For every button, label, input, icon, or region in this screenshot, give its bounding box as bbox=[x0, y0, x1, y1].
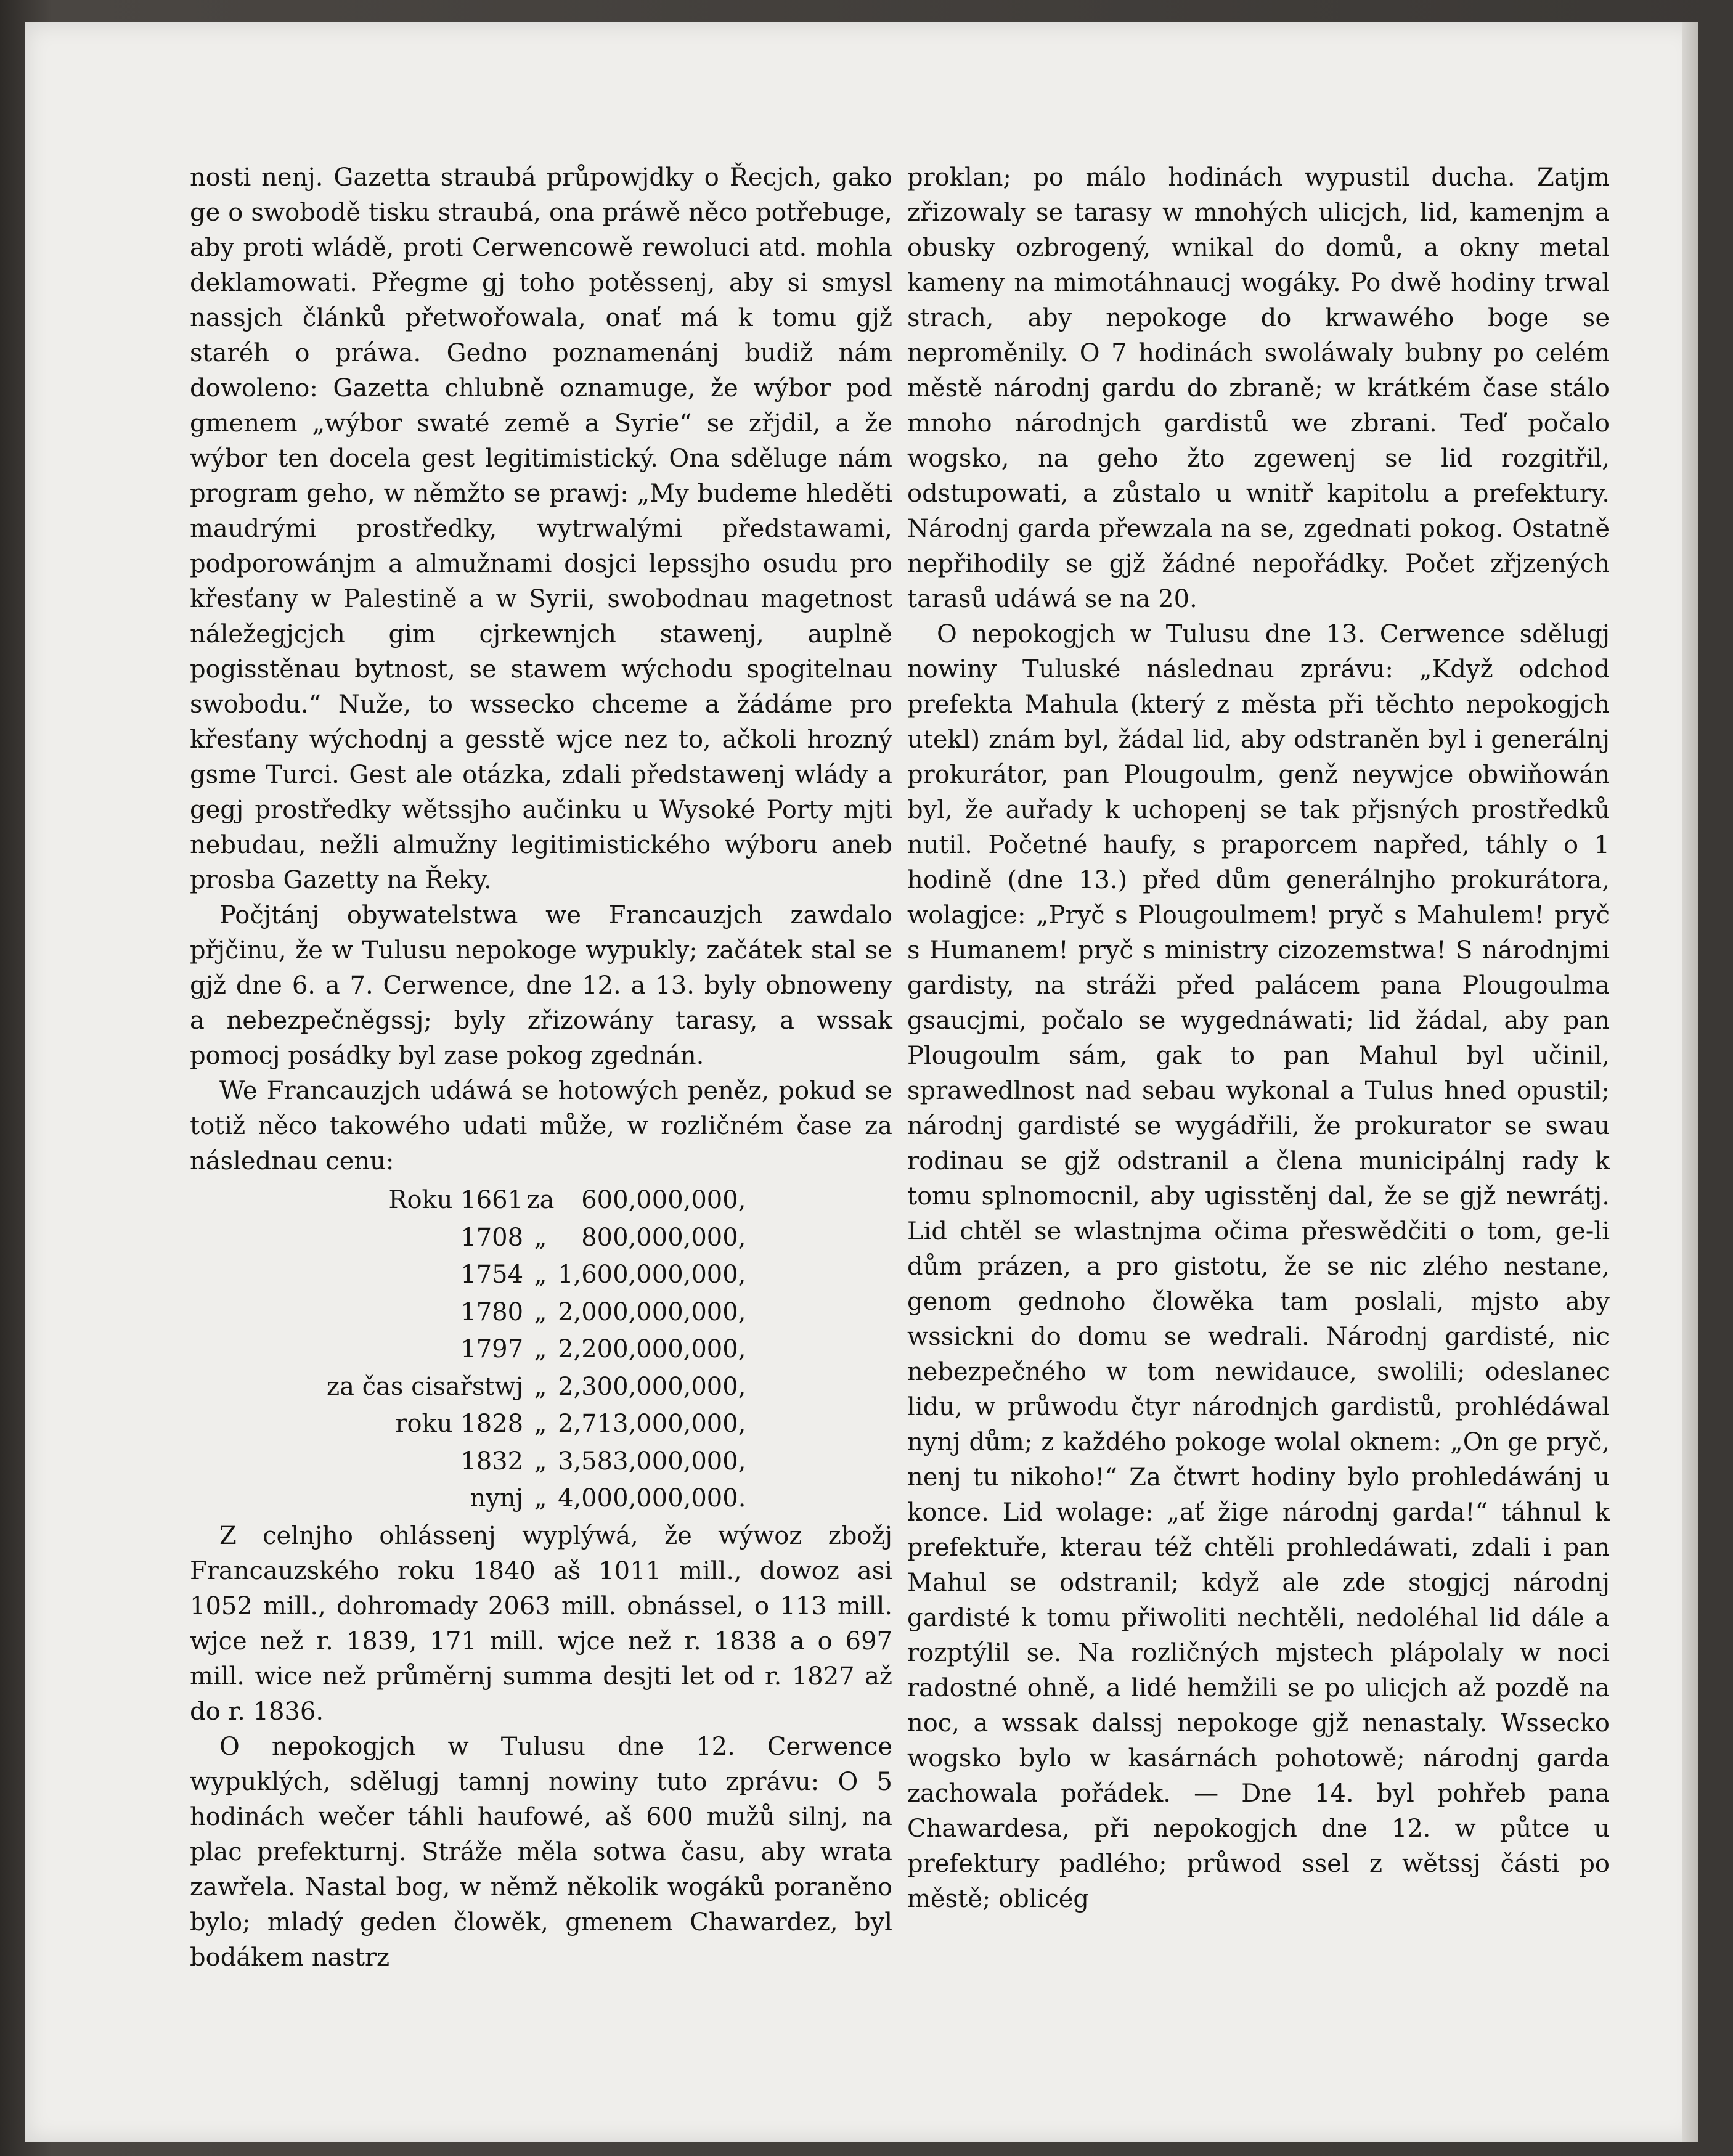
money-table bbox=[327, 1182, 746, 1517]
row-value: 4,000,000,000. bbox=[558, 1484, 746, 1513]
table-row bbox=[327, 1294, 746, 1331]
table-row bbox=[327, 1443, 746, 1480]
row-value: 3,583,000,000, bbox=[558, 1447, 746, 1476]
row-value: 600,000,000, bbox=[581, 1186, 746, 1214]
row-mark: „ bbox=[534, 1260, 547, 1289]
row-mark: „ bbox=[534, 1484, 547, 1513]
right-column bbox=[907, 160, 1610, 1917]
row-label: 1754 bbox=[460, 1260, 524, 1289]
row-value: 2,000,000,000, bbox=[558, 1297, 746, 1326]
row-label: 1780 bbox=[460, 1297, 524, 1326]
paragraph-riots-12: O nepokogjch w Tulusu dne 12. Cerwence wypuklých, sdělugj tamnj nowiny tuto zprávu: O 5 hodinách wečer táhli haufowé, aš 600 mužů silnj, na plac prefekturnj. Stráže měla sotwa času, aby wrata zawřela. Nastal bog, w němž několik wogáků poraněno bylo; mladý geden člowěk, gmenem Chawardez, byl bodákem nastrz bbox=[190, 1732, 892, 1972]
paragraph-census-tulus: Počjtánj obywatelstwa we Francauzjch zawdalo přjčinu, že w Tulusu nepokoge wypukly; začátek stal se gjž dne 6. a 7. Cerwence, dne 12. a 13. byly obnoweny a nebezpečněgssj; byly zřizowány tarasy, a wssak pomocj posádky byl zase pokog zgednán. bbox=[190, 901, 892, 1070]
row-label: 1832 bbox=[460, 1447, 524, 1476]
row-label: za čas cisařstwj bbox=[327, 1372, 524, 1401]
row-label: Roku 1661 bbox=[388, 1186, 524, 1214]
table-row bbox=[327, 1480, 746, 1517]
table-row bbox=[327, 1256, 746, 1294]
row-mark: „ bbox=[534, 1447, 547, 1476]
table-row bbox=[327, 1368, 746, 1406]
row-value: 1,600,000,000, bbox=[558, 1260, 746, 1289]
table-row bbox=[327, 1219, 746, 1257]
row-value: 800,000,000, bbox=[581, 1223, 746, 1252]
row-mark: za bbox=[526, 1186, 555, 1214]
row-value: 2,300,000,000, bbox=[558, 1372, 746, 1401]
table-row bbox=[327, 1331, 746, 1368]
paragraph-customs: Z celnjho ohlássenj wyplýwá, že wýwoz zbožj Francauzského roku 1840 aš 1011 mill., dowoz asi 1052 mill., dohromady 2063 mill. obnássel, o 113 mill. wjce než r. 1839, 171 mill. wjce než r. 1838 a o 697 mill. wice než průměrnj summa desjti let od r. 1827 až do r. 1836. bbox=[190, 1521, 892, 1726]
row-mark: „ bbox=[534, 1410, 547, 1438]
row-mark: „ bbox=[534, 1223, 547, 1252]
row-label: roku 1828 bbox=[395, 1410, 524, 1438]
table-row bbox=[327, 1405, 746, 1443]
page-edge bbox=[1682, 22, 1698, 2142]
row-value: 2,713,000,000, bbox=[558, 1410, 746, 1438]
paragraph-riots-continued: proklan; po málo hodinách wypustil ducha. Zatjm zřizowaly se tarasy w mnohých ulicjch, lid, kamenjm a obusky ozbrogený, wnikal do domů, a okny metal kameny na mimotáhnaucj wogáky. Po dwě hodiny trwal strach, aby nepokoge do krwawého boge se neproměnily. O 7 hodinách swoláwaly bubny po celém městě národnj gardu do zbraně; w krátkém čase stálo mnoho národnjch gardistů we zbrani. Teď počalo wogsko, na geho žto zgewenj se lid rozgitřil, odstupowati, a zůstalo u wnitř kapitolu a prefektury. Národnj garda přewzala na se, zgednati pokog. Ostatně nepřihodily se gjž žádné nepořádky. Počet zřjzených tarasů udáwá se na 20. bbox=[907, 163, 1610, 613]
row-mark: „ bbox=[534, 1297, 547, 1326]
paragraph-gazetta: nosti nenj. Gazetta straubá průpowjdky o Řecjch, gako ge o swobodě tisku straubá, ona práwě něco potřebuge, aby proti wládě, proti Cerwencowě rewoluci atd. mohla deklamowati. Přegme gj toho potěssenj, aby si smysl nassjch článků přetwořowala, onať má k tomu gjž staréh o práwa. Gedno poznamenánj budiž nám dowoleno: Gazetta chlubně oznamuge, že wýbor pod gmenem „wýbor swaté země a Syrie“ se zřjdil, a že wýbor ten docela gest legitimistický. Ona sděluge nám program geho, w němžto se prawj: „My budeme hleděti maudrými prostředky, wytrwalými předstawami, podporowánjm a almužnami dosjci lepssjho osudu pro křesťany w Palestině a w Syrii, swobodnau magetnost náležegjcjch gim cjrkewnjch stawenj, auplně pogisstěnau bytnost, se stawem wýchodu spogitelnau swobodu.“ Nuže, to wssecko chceme a žádáme pro křesťany wýchodnj a gesstě wjce nez to, ačkoli hrozný gsme Turci. Gest ale otázka, zdali předstawenj wlády a gegj prostředky wětssjho aučinku u Wysoké Porty mjti nebudau, nežli almužny legitimistického wýboru aneb prosba Gazetty na Řeky. bbox=[190, 163, 892, 894]
table-row bbox=[327, 1182, 746, 1219]
row-value: 2,200,000,000, bbox=[558, 1335, 746, 1363]
row-label: 1797 bbox=[460, 1335, 524, 1363]
left-column bbox=[190, 160, 892, 1975]
paragraph-riots-13: O nepokogjch w Tulusu dne 13. Cerwence sdělugj nowiny Tuluské následnau zprávu: „Když odchod prefekta Mahula (který z města při těchto nepokogjch utekl) znám byl, žádal lid, aby odstraněn byl i generálnj prokurátor, pan Plougoulm, genž neywjce obwiňowán byl, že auřady k uchopenj se tak přjsných prostředků nutil. Početné haufy, s praporcem napřed, táhly o 1 hodině (dne 13.) před dům generálnjho prokurátora, wolagjce: „Pryč s Plougoulmem! pryč s Mahulem! pryč s Humanem! pryč s ministry cizozemstwa! S národnjmi gardisty, na stráži před palácem pana Plougoulma gsaucjmi, počalo se wygednáwati; lid žádal, aby pan Plougoulm sám, gak to pan Mahul byl učinil, sprawedlnost nad sebau wykonal a Tulus hned opustil; národnj gardisté se wygádřili, že prokurator se swau rodinau se gjž odstranil a člena municipálnj rady k tomu splnomocnil, aby ugisstěnj dal, že se gjž newrátj. Lid chtěl se wlastnjma očima přeswědčiti o tom, ge-li dům prázen, a pro gistotu, že se nic zlého nestane, genom gednoho člowěka tam poslali, mjsto aby wssickni do domu se wedrali. Národnj gardisté, nic nebezpečného w tom newidauce, swolili; odeslanec lidu, w průwodu čtyr národnjch gardistů, prohlédáwal nynj dům; z každého pokoge wolal oknem: „On ge pryč, nenj tu nikoho!“ Za čtwrt hodiny bylo prohledáwánj u konce. Lid wolage: „ať žige národnj garda!“ táhnul k prefektuře, kterau též chtěli prohledáwati, zdali i pan Mahul se odstranil; když ale zde stogjcj národnj gardisté k tomu přiwoliti nechtěli, nedoléhal lid dále a rozptýlil se. Na rozličných mjstech plápolaly w noci radostné ohně, a lidé hemžili se po ulicjch až pozdě na noc, a wssak dalssj nepokoge gjž nenastaly. Wssecko wogsko bylo w kasárnách pohotowě; národnj garda zachowala pořádek. — Dne 14. byl pohřeb pana Chawardesa, při nepokogjch dne 12. w půtce u prefektury padlého; průwod ssel z wětssj části po městě; oblicég bbox=[907, 620, 1610, 1913]
row-label: 1708 bbox=[460, 1223, 524, 1252]
row-label: nynj bbox=[470, 1484, 524, 1513]
row-mark: „ bbox=[534, 1372, 547, 1401]
paragraph-money-intro: We Francauzjch udáwá se hotowých peněz, pokud se totiž něco takowého udati může, w rozličném čase za následnau cenu: bbox=[190, 1077, 892, 1175]
row-mark: „ bbox=[534, 1335, 547, 1363]
